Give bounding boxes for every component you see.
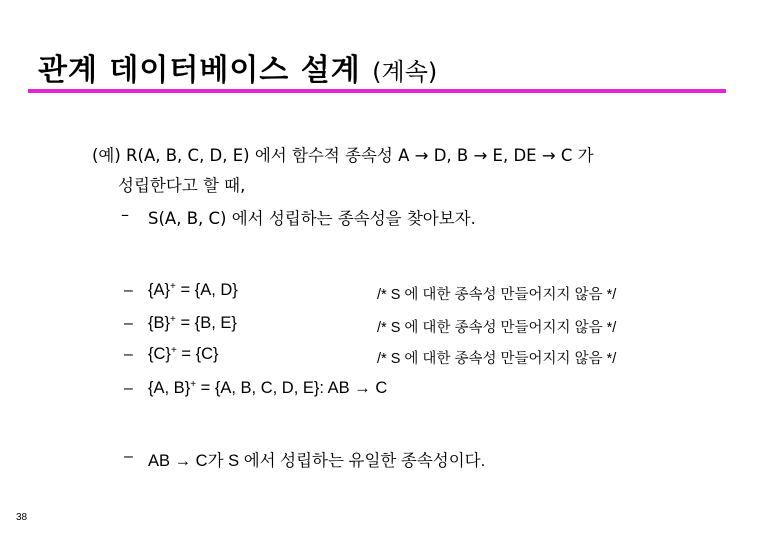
closure-right: = {B, E} <box>175 314 237 332</box>
question-dash: – <box>121 205 129 224</box>
closure-comment: /* S 에 대한 종속성 만들어지지 않음 */ <box>377 320 617 336</box>
closure-expression <box>148 281 238 300</box>
closure-dash: – <box>124 346 133 363</box>
title-main: 관계 데이터베이스 설계 <box>38 53 361 88</box>
closure-dash: – <box>124 380 133 397</box>
closure-right: = {C} <box>176 345 219 363</box>
closure-right: = {A, D} <box>175 281 238 299</box>
title-sub: (계속) <box>372 58 438 86</box>
closure-dash: – <box>124 315 133 332</box>
page-number: 38 <box>16 512 28 523</box>
conclusion-text: AB → C가 S 에서 성립하는 유일한 종속성이다. <box>148 452 486 470</box>
title-underline <box>28 89 726 93</box>
slide-title <box>38 45 437 89</box>
closure-left: {A, B} <box>148 379 191 397</box>
conclusion-dash: – <box>124 448 133 465</box>
question-text: S(A, B, C) 에서 성립하는 종속성을 찾아보자. <box>148 209 476 228</box>
closure-right: = {A, B, C, D, E}: AB → C <box>196 379 388 397</box>
closure-expression <box>148 314 237 333</box>
closure-left: {A} <box>148 281 171 299</box>
closure-plus: + <box>170 281 176 292</box>
closure-expression <box>148 345 219 364</box>
example-line-2: 성립한다고 할 때, <box>118 176 246 195</box>
closure-left: {B} <box>148 314 171 332</box>
closure-left: {C} <box>148 345 171 363</box>
closure-plus: + <box>170 314 176 325</box>
closure-plus: + <box>190 379 197 390</box>
closure-plus: + <box>170 345 177 356</box>
example-line-1: (예) R(A, B, C, D, E) 에서 함수적 종속성 A → D, B → E, DE → C 가 <box>92 146 594 165</box>
closure-comment: /* S 에 대한 종속성 만들어지지 않음 */ <box>377 287 617 303</box>
closure-dash: – <box>124 282 133 299</box>
closure-comment: /* S 에 대한 종속성 만들어지지 않음 */ <box>377 351 617 367</box>
closure-expression <box>148 379 387 398</box>
